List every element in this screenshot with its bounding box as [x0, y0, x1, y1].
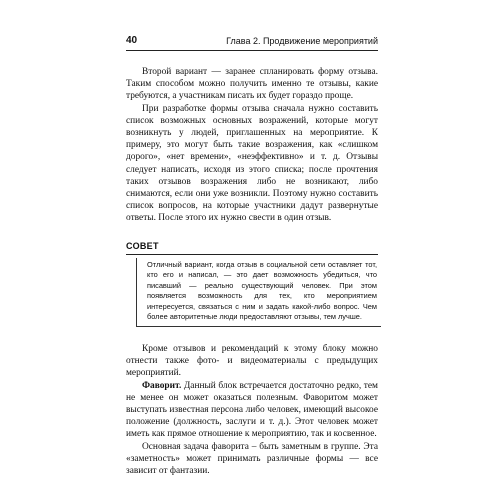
tip-text: Отличный вариант, когда отзыв в социальной сети оставляет тот, кто его и написал, — это дает возможность убедиться, что писавший — реально существующий человек. При этом появляется возможность для тех, кто мероприятием интересуется, связаться с ним и задать какой-либо вопрос. Чем более авторитетные люди предоставляют отзывы, тем лучше.: [147, 260, 377, 322]
paragraph: Второй вариант — заранее спланировать форму отзыва. Таким способом можно получить именно те отзывы, какие требуются, а участникам писать их будет гораздо проще.: [126, 67, 378, 102]
paragraph: [126, 343, 378, 380]
paragraph: При разработке формы отзыва сначала нужно составить список возможных основных возражений, которые могут возникнуть у людей, приглашенных на мероприятие. К примеру, это могут быть такие возражения, как «слишком дорого», «нет времени», «неэффективно» и т. д. Отзывы следует написать, исходя из этого списка; после прочтения таких отзывов возражения либо не возникают, либо снимаются, если они уже возникли. Поэтому нужно составить список вопросов, на которые участники дадут развернутые ответы. После этого их нужно свести в один отзыв.: [126, 103, 378, 224]
chapter-title: Глава 2. Продвижение мероприятий: [226, 36, 378, 46]
paragraph-lead: Фаворит.: [142, 380, 182, 391]
paragraph-text: Основная задача фаворита – быть заметным в группе. Эта «заметность» может принимать различные формы — все зависит от фантазии.: [126, 441, 378, 477]
paragraph: [126, 441, 378, 478]
body-text-top: [126, 66, 378, 225]
paragraph-text: Кроме отзывов и рекомендаций к этому блоку можно отнести также фото- и видеоматериалы с предыдущих мероприятий.: [126, 344, 378, 379]
tip-box: [136, 258, 381, 327]
page-number: 40: [126, 35, 138, 46]
paragraph-text: Данный блок встречается достаточно редко, тем не менее он может оказаться полезным. Фаворитом может выступать известная персона либо человек, имеющий высокое положение (должность, заслуги и т. д.). Этот человек может иметь как прямое отношение к мероприятию, так и косвенное.: [126, 380, 378, 440]
paragraph-favorite: [126, 380, 378, 441]
tip-label: СОВЕТ: [126, 241, 159, 251]
body-text-bottom: [126, 343, 378, 477]
tip-divider: [126, 254, 378, 255]
running-header: [126, 34, 378, 51]
